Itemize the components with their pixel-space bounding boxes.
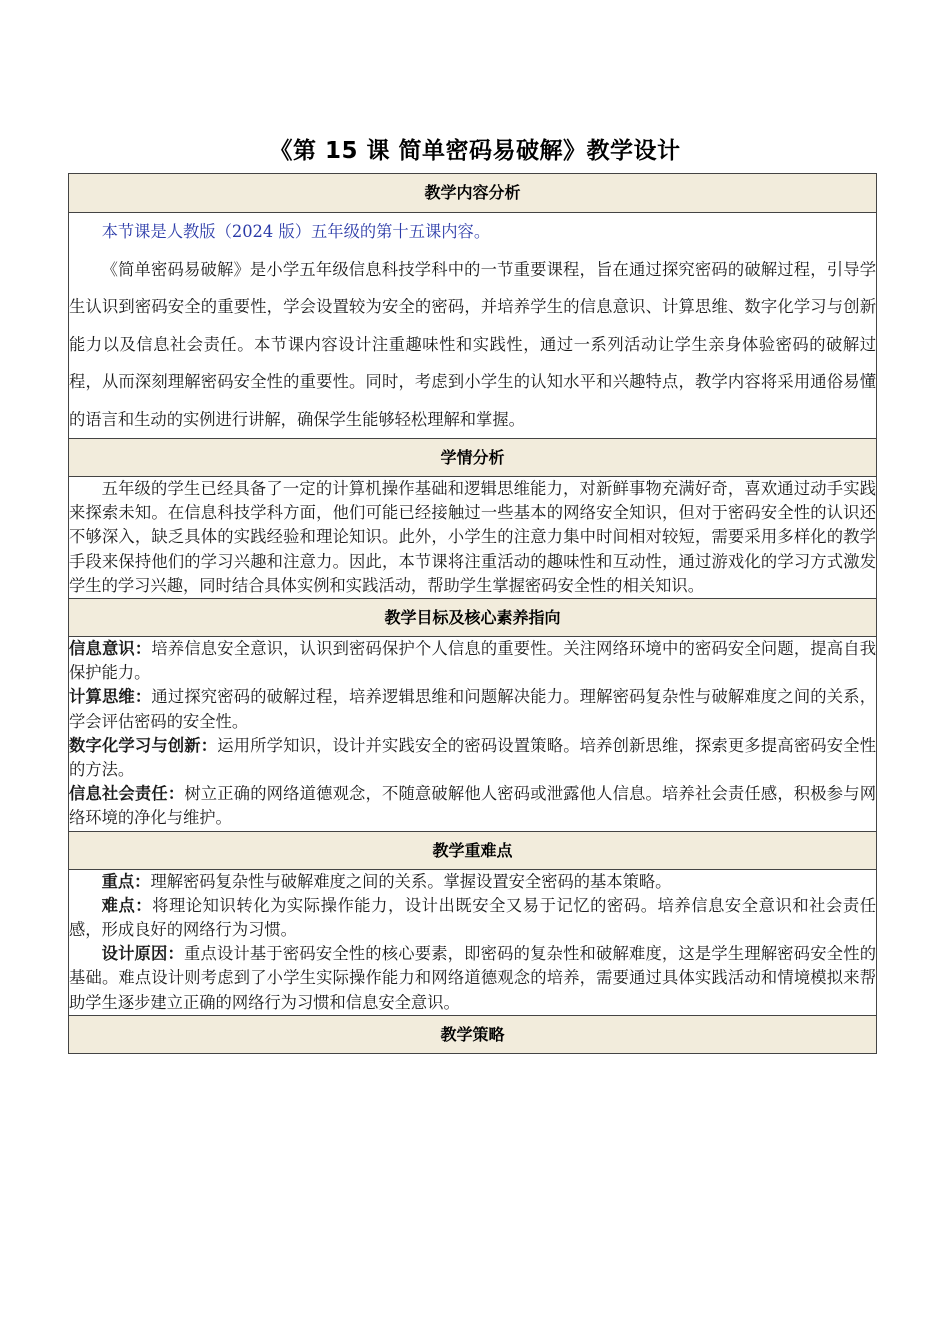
section-body-row	[69, 869, 877, 1015]
objective-text: 通过探究密码的破解过程，培养逻辑思维和问题解决能力。理解密码复杂性与破解难度之间的关系，学会评估密码的安全性。	[69, 687, 876, 731]
key-point-label: 难点：	[101, 895, 153, 915]
objective-text: 培养信息安全意识，认识到密码保护个人信息的重要性。关注网络环境中的密码安全问题，提高自我保护能力。	[69, 639, 876, 683]
key-point-item	[69, 870, 876, 894]
key-point-text: 重点设计基于密码安全性的核心要素，即密码的复杂性和破解难度，这是学生理解密码安全性的基础。难点设计则考虑到了小学生实际操作能力和网络道德观念的培养，需要通过具体实践活动和情境模拟来帮助学生逐步建立正确的网络行为习惯和信息安全意识。	[69, 944, 876, 1012]
learner-analysis-body: 五年级的学生已经具备了一定的计算机操作基础和逻辑思维能力，对新鲜事物充满好奇，喜欢通过动手实践来探索未知。在信息科技学科方面，他们可能已经接触过一些基本的网络安全知识，但对于密码安全性的认识还不够深入，缺乏具体的实践经验和理论知识。此外，小学生的注意力集中时间相对较短，需要采用多样化的教学手段来保持他们的学习兴趣和注意力。因此，本节课将注重活动的趣味性和互动性，通过游戏化的学习方式激发学生的学习兴趣，同时结合具体实例和实践活动，帮助学生掌握密码安全性的相关知识。	[69, 479, 876, 595]
content-analysis-header: 教学内容分析	[69, 174, 877, 213]
objective-item	[69, 685, 876, 733]
section-header-row	[69, 174, 877, 213]
objective-text: 树立正确的网络道德观念，不随意破解他人密码或泄露他人信息。培养社会责任感，积极参与网络环境的净化与维护。	[69, 784, 876, 828]
key-point-text: 理解密码复杂性与破解难度之间的关系。掌握设置安全密码的基本策略。	[150, 871, 672, 891]
key-point-text: 将理论知识转化为实际操作能力，设计出既安全又易于记忆的密码。培养信息安全意识和社会责任感，形成良好的网络行为习惯。	[69, 895, 876, 940]
section-header-row	[69, 831, 877, 869]
objective-item	[69, 782, 876, 830]
lesson-design-table	[68, 173, 877, 1054]
objectives-header: 教学目标及核心素养指向	[69, 599, 877, 637]
objective-label: 信息意识：	[69, 639, 152, 659]
key-point-label: 重点：	[101, 871, 151, 891]
objectives-cell	[69, 637, 877, 832]
objective-item	[69, 734, 876, 782]
section-header-row	[69, 1015, 877, 1053]
content-analysis-intro: 本节课是人教版（2024 版）五年级的第十五课内容。	[101, 222, 491, 241]
key-point-label: 设计原因：	[101, 944, 184, 964]
content-analysis-cell	[69, 213, 877, 439]
section-body-row	[69, 637, 877, 832]
key-point-item	[69, 942, 876, 1015]
key-point-item	[69, 894, 876, 942]
objective-label: 计算思维：	[69, 687, 152, 707]
key-points-cell	[69, 869, 877, 1015]
section-header-row	[69, 439, 877, 477]
strategy-header: 教学策略	[69, 1015, 877, 1053]
learner-analysis-header: 学情分析	[69, 439, 877, 477]
learner-analysis-cell	[69, 477, 877, 599]
objective-label: 数字化学习与创新：	[69, 735, 218, 755]
objective-text: 运用所学知识，设计并实践安全的密码设置策略。培养创新思维，探索更多提高密码安全性的方法。	[69, 735, 876, 780]
section-header-row	[69, 599, 877, 637]
document-title: 《第 15 课 简单密码易破解》教学设计	[269, 138, 681, 164]
section-body-row	[69, 213, 877, 439]
content-analysis-body: 《简单密码易破解》是小学五年级信息科技学科中的一节重要课程，旨在通过探究密码的破解过程，引导学生认识到密码安全的重要性，学会设置较为安全的密码，并培养学生的信息意识、计算思维、数字化学习与创新能力以及信息社会责任。本节课内容设计注重趣味性和实践性，通过一系列活动让学生亲身体验密码的破解过程，从而深刻理解密码安全性的重要性。同时，考虑到小学生的认知水平和兴趣特点，教学内容将采用通俗易懂的语言和生动的实例进行讲解，确保学生能够轻松理解和掌握。	[69, 259, 876, 429]
section-body-row	[69, 477, 877, 599]
objective-label: 信息社会责任：	[69, 784, 185, 804]
objective-item	[69, 637, 876, 685]
key-points-header: 教学重难点	[69, 831, 877, 869]
